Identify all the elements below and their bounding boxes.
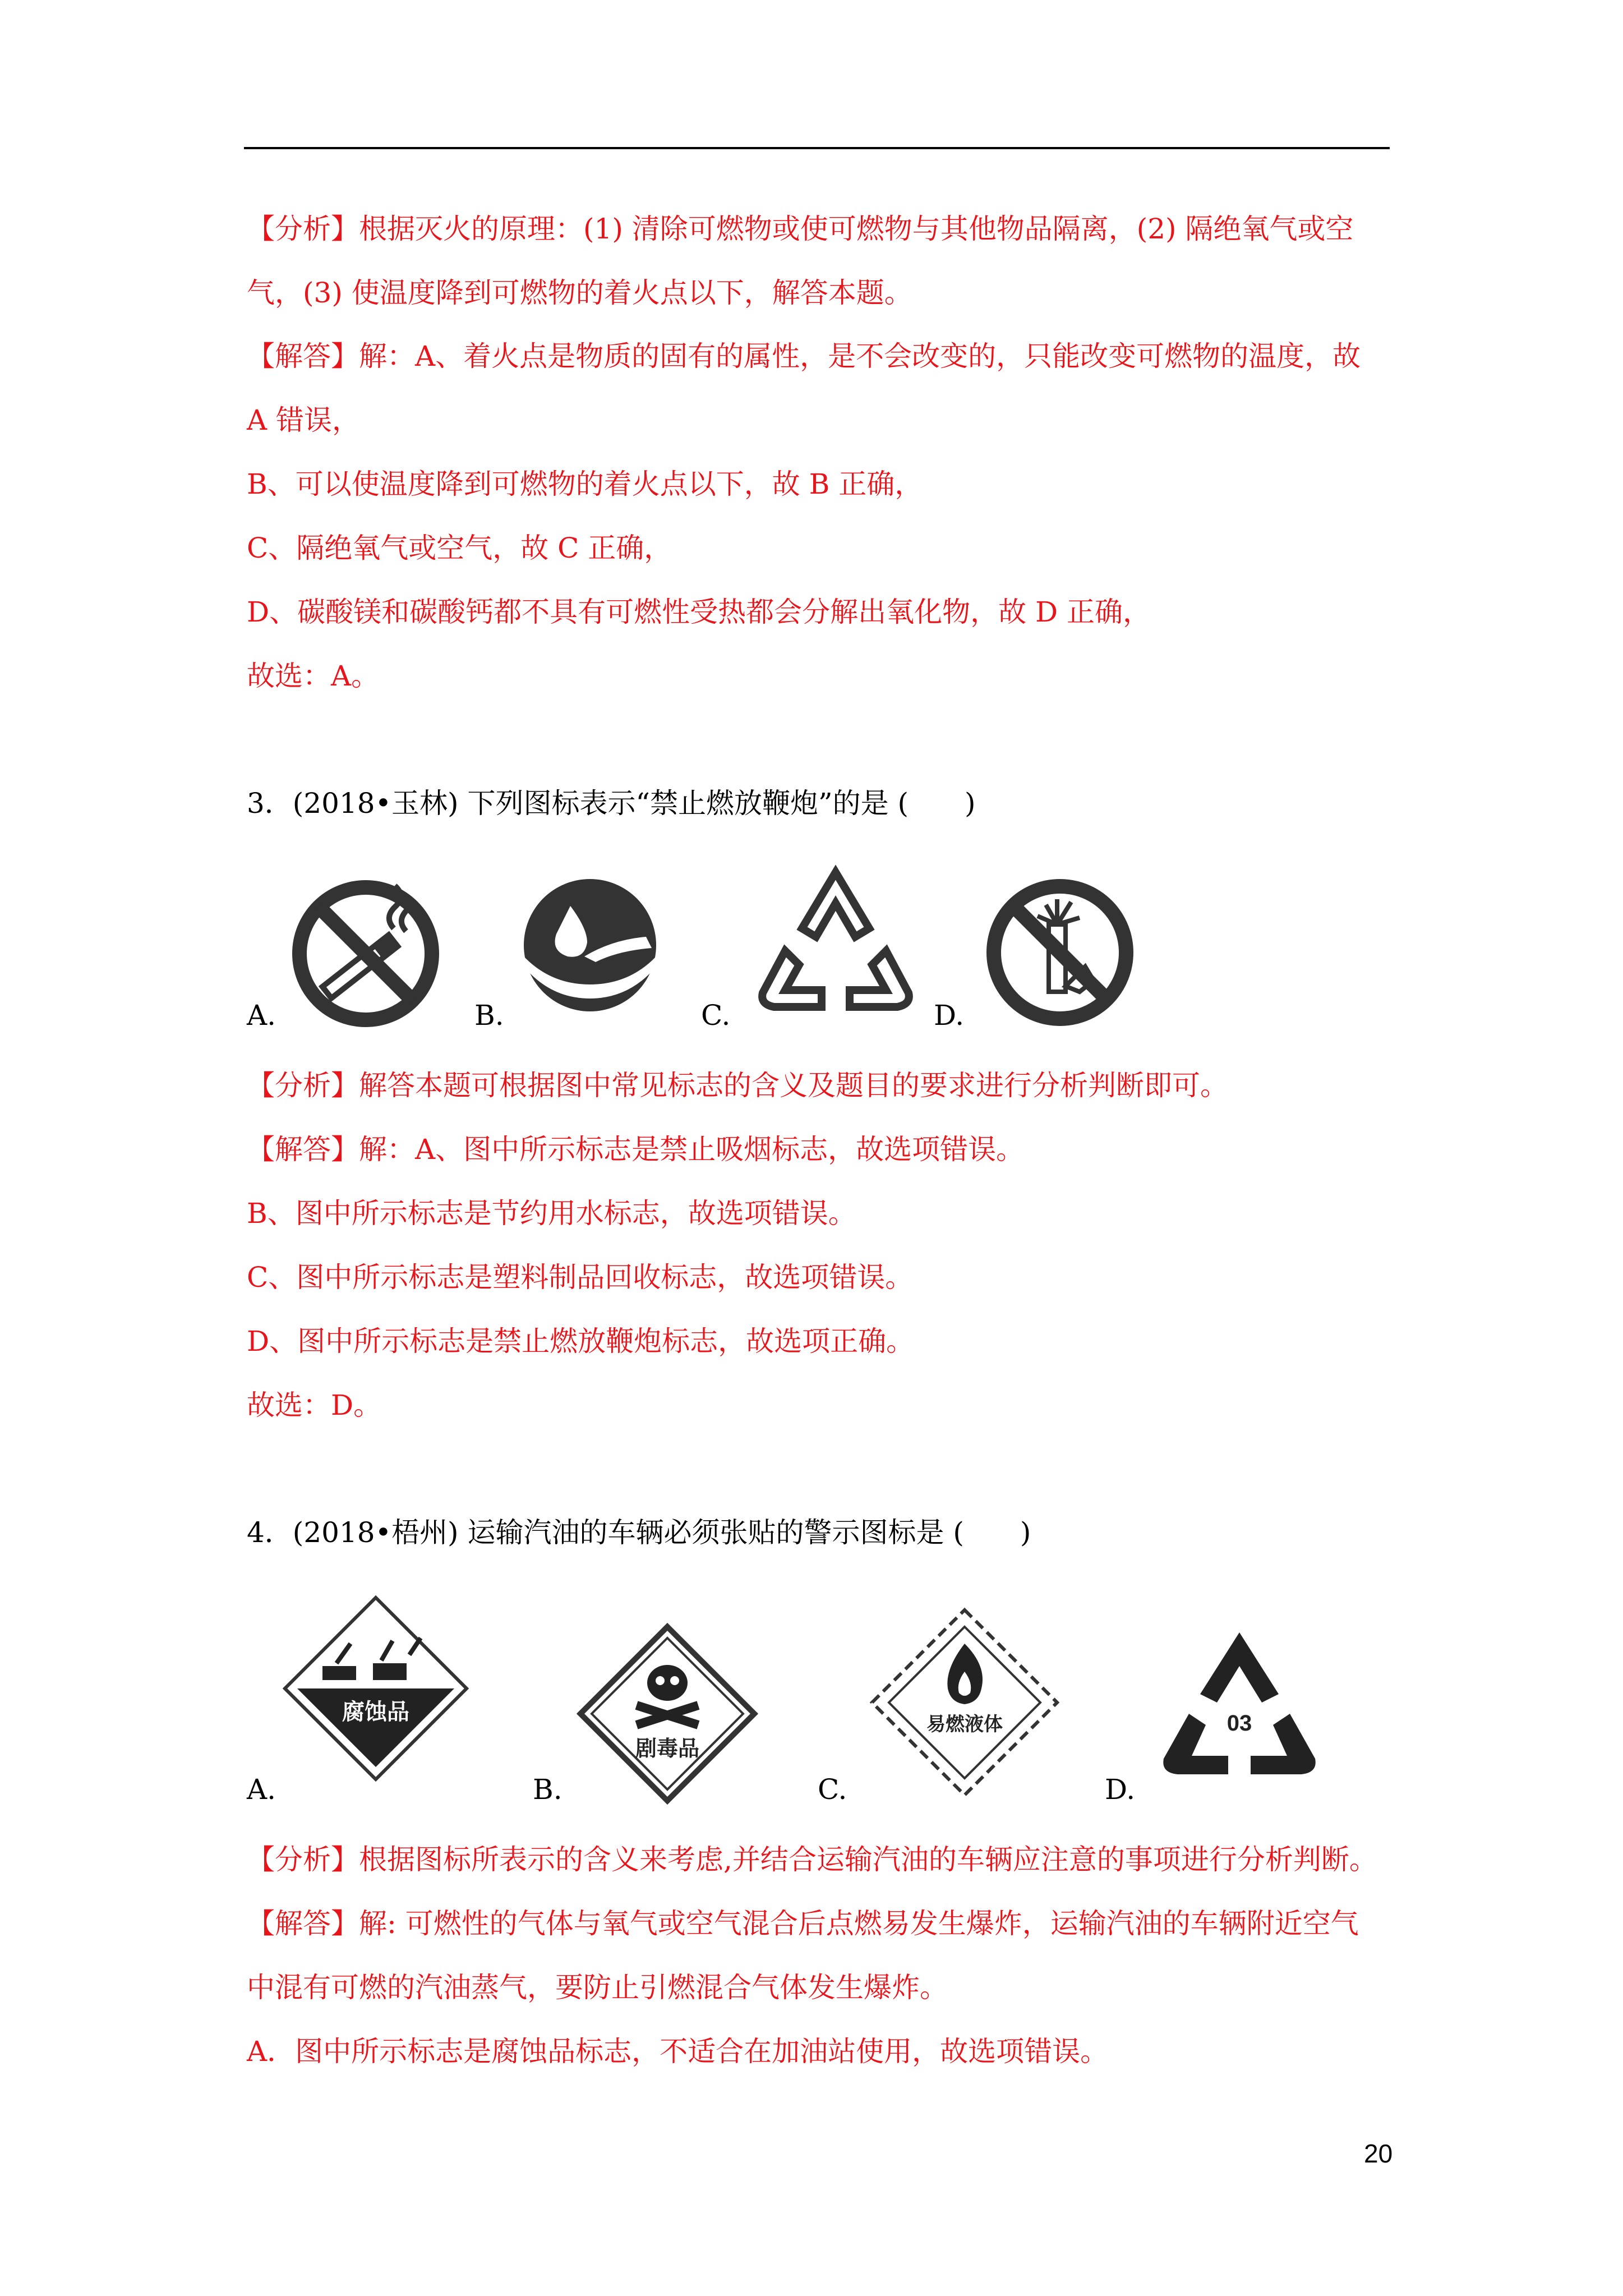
header-rule <box>244 147 1390 149</box>
q3-answer-b: B、图中所示标志是节约用水标志，故选项错误。 <box>247 1197 856 1230</box>
no-smoking-icon <box>287 875 444 1032</box>
toxic-sign-icon <box>575 1621 760 1806</box>
flammable-liquid-sign-icon <box>866 1604 1063 1801</box>
recycling-icon <box>751 861 920 1029</box>
q4-option-d-label: D. <box>1105 1773 1136 1806</box>
q4-option-b-label: B. <box>533 1773 562 1806</box>
corrosive-sign-icon <box>280 1593 471 1784</box>
q3-question: 3．(2018•玉林) 下列图标表示“禁止燃放鞭炮”的是 ( ) <box>247 787 976 820</box>
q2-answer-line1: 【解答】解：A、着火点是物质的固有的属性，是不会改变的，只能改变可燃物的温度，故 <box>247 340 1361 372</box>
q4-question: 4．(2018•梧州) 运输汽油的车辆必须张贴的警示图标是 ( ) <box>247 1516 1031 1549</box>
q3-answer-c: C、图中所示标志是塑料制品回收标志，故选项错误。 <box>247 1261 914 1294</box>
recycle-code-text: 03 <box>1227 1711 1252 1736</box>
toxic-sign-text: 剧毒品 <box>635 1736 700 1761</box>
q4-answer-a: A．图中所示标志是腐蚀品标志，不适合在加油站使用，故选项错误。 <box>247 2035 1109 2068</box>
q4-answer-line2: 中混有可燃的汽油蒸气，要防止引燃混合气体发生爆炸。 <box>247 1971 948 2004</box>
q3-answer-d: D、图中所示标志是禁止燃放鞭炮标志，故选项正确。 <box>247 1325 915 1358</box>
water-saving-icon <box>517 872 663 1018</box>
q2-answer-c: C、隔绝氧气或空气，故 C 正确， <box>247 532 672 564</box>
q4-analysis: 【分析】根据图标所表示的含义来考虑,并结合运输汽油的车辆应注意的事项进行分析判断。 <box>247 1843 1377 1876</box>
no-fireworks-icon <box>981 874 1138 1031</box>
q3-answer-a: 【解答】解：A、图中所示标志是禁止吸烟标志，故选项错误。 <box>247 1133 1025 1166</box>
q2-analysis-line2: 气，(3) 使温度降到可燃物的着火点以下，解答本题。 <box>247 277 912 309</box>
q4-option-c-label: C. <box>818 1773 847 1806</box>
q3-option-c-label: C. <box>701 999 731 1032</box>
page-number: 20 <box>1364 2139 1393 2168</box>
q4-option-a-label: A. <box>247 1773 276 1806</box>
recycling-03-icon <box>1152 1624 1326 1792</box>
q2-analysis-line1: 【分析】根据灭火的原理：(1) 清除可燃物或使可燃物与其他物品隔离，(2) 隔绝氧气或空 <box>247 213 1354 245</box>
q3-analysis: 【分析】解答本题可根据图中常见标志的含义及题目的要求进行分析判断即可。 <box>247 1069 1228 1102</box>
q3-option-b-label: B. <box>474 999 504 1032</box>
q4-answer-line1: 【解答】解: 可燃性的气体与氧气或空气混合后点燃易发生爆炸，运输汽油的车辆附近空气 <box>247 1907 1359 1940</box>
q3-option-d-label: D. <box>934 999 965 1032</box>
q2-answer-d: D、碳酸镁和碳酸钙都不具有可燃性受热都会分解出氧化物，故 D 正确， <box>247 596 1151 628</box>
q2-answer-line2: A 错误， <box>247 404 361 436</box>
q2-answer-b: B、可以使温度降到可燃物的着火点以下，故 B 正确， <box>247 468 923 500</box>
flammable-sign-text: 易燃液体 <box>926 1713 1003 1736</box>
q2-choice: 故选：A。 <box>247 660 380 692</box>
q3-option-a-label: A. <box>247 999 276 1032</box>
q3-choice: 故选：D。 <box>247 1389 382 1421</box>
corrosive-sign-text: 腐蚀品 <box>342 1699 409 1725</box>
